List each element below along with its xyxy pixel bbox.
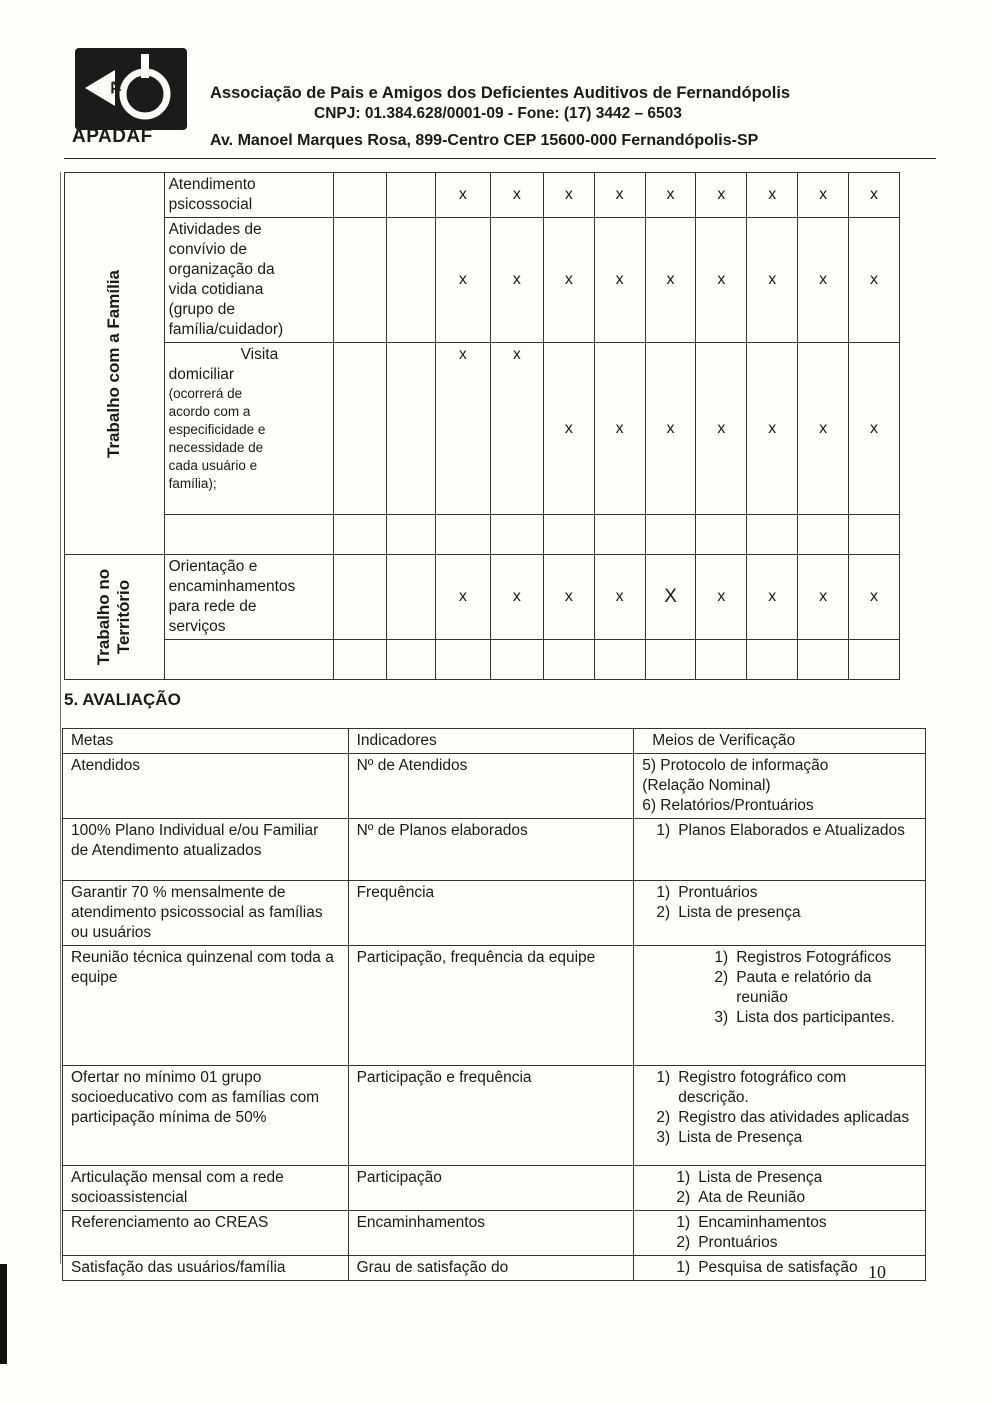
mark-cell: x <box>696 173 747 218</box>
mark-cell: x <box>747 218 798 343</box>
indicador-cell: Encaminhamentos <box>348 1211 634 1256</box>
schedule-row-empty <box>65 640 900 680</box>
mark-cell: x <box>798 173 849 218</box>
meta-cell: Reunião técnica quinzenal com toda a equipe <box>63 946 349 1066</box>
indicador-cell: Participação, frequência da equipe <box>348 946 634 1066</box>
mark-cell: x <box>594 173 645 218</box>
activity-line: encaminhamentos <box>168 578 296 595</box>
mark-cell: x <box>435 173 490 218</box>
section-title: 5. AVALIAÇÃO <box>64 690 181 709</box>
address: Av. Manoel Marques Rosa, 899-Centro CEP 15600-000 Fernandópolis-SP <box>210 132 759 149</box>
mark-cell: x <box>798 218 849 343</box>
group-familia-label: Trabalho com a Família <box>104 269 124 458</box>
activity-line: serviços <box>168 618 226 635</box>
activity-line: Orientação e <box>168 558 258 575</box>
evaluation-row <box>63 819 926 881</box>
meio-item: 1) Registros Fotográficos <box>714 949 892 966</box>
cnpj-phone: CNPJ: 01.384.628/0001-09 - Fone: (17) 3442 – 6503 <box>314 105 682 122</box>
schedule-row-empty <box>65 515 900 555</box>
activity-cell <box>164 173 334 218</box>
activity-line: (grupo de <box>168 301 235 318</box>
mark-cell: x <box>747 555 798 640</box>
indicador-cell: Grau de satisfação do <box>348 1256 634 1281</box>
activity-line: vida cotidiana <box>168 281 264 298</box>
meio-item: 3) Lista dos participantes. <box>714 1009 895 1026</box>
indicador-cell: Nº de Atendidos <box>348 754 634 819</box>
mark-cell: x <box>696 343 747 515</box>
schedule-row <box>65 343 900 515</box>
mark-cell: x <box>645 173 696 218</box>
mark-cell <box>387 173 436 218</box>
activity-small-line: cada usuário e <box>168 458 258 473</box>
schedule-row <box>65 555 900 640</box>
mark-cell: x <box>490 218 543 343</box>
evaluation-header-row <box>63 729 926 754</box>
activity-line: para rede de <box>168 598 257 615</box>
meio-item: 1) Pesquisa de satisfação <box>676 1259 858 1276</box>
meio-item: 2) Registro das atividades aplicadas <box>656 1109 910 1126</box>
schedule-row <box>65 173 900 218</box>
meios-cell <box>634 754 926 819</box>
activity-line: psicossocial <box>168 196 253 213</box>
meio-line: 6) Relatórios/Prontuários <box>642 797 814 814</box>
meio-item: 2) Prontuários <box>676 1234 778 1251</box>
evaluation-row <box>63 881 926 946</box>
mark-cell: x <box>747 343 798 515</box>
meio-item: 1) Lista de Presença <box>676 1169 823 1186</box>
mark-cell <box>387 218 436 343</box>
activity-small-line: (ocorrerá de <box>168 386 243 401</box>
mark-cell: x <box>798 555 849 640</box>
mark-cell <box>334 173 387 218</box>
activity-line: família/cuidador) <box>168 321 284 338</box>
mark-cell <box>334 343 387 515</box>
meio-line: 5) Protocolo de informação <box>642 757 829 774</box>
page-number: 10 <box>868 1262 886 1282</box>
mark-cell: x <box>645 218 696 343</box>
header-metas: Metas <box>63 729 349 754</box>
evaluation-row <box>63 1166 926 1211</box>
mark-cell: x <box>490 343 543 515</box>
mark-cell: x <box>594 555 645 640</box>
meta-cell: Ofertar no mínimo 01 grupo socioeducativo com as famílias com participação mínima de 50% <box>63 1066 349 1166</box>
activity-line: organização da <box>168 261 275 278</box>
evaluation-row <box>63 754 926 819</box>
mark-cell: x <box>435 343 490 515</box>
activity-line: domiciliar <box>168 366 235 383</box>
mark-cell: x <box>645 343 696 515</box>
mark-cell: x <box>435 218 490 343</box>
mark-cell: x <box>696 555 747 640</box>
meta-cell: Referenciamento ao CREAS <box>63 1211 349 1256</box>
logo-wordmark: APADAF <box>72 126 153 147</box>
svg-text:A: A <box>106 77 124 98</box>
mark-cell: x <box>747 173 798 218</box>
indicador-cell: Participação e frequência <box>348 1066 634 1166</box>
mark-cell: x <box>543 555 594 640</box>
apadaf-logo <box>75 48 187 130</box>
meios-cell <box>634 946 926 1066</box>
group-territorio-label <box>94 569 134 665</box>
group-territorio-line: Território <box>114 579 134 655</box>
org-name: Associação de Pais e Amigos dos Deficientes Auditivos de Fernandópolis <box>210 84 791 102</box>
page-margin-line <box>60 172 61 1264</box>
meio-item: 1) Encaminhamentos <box>676 1214 827 1231</box>
meta-cell: Atendidos <box>63 754 349 819</box>
evaluation-table <box>62 728 926 1281</box>
activity-cell <box>164 343 334 515</box>
mark-cell <box>334 555 387 640</box>
group-territorio-line: Trabalho no <box>94 568 114 666</box>
meio-item: 1) Planos Elaborados e Atualizados <box>656 822 905 839</box>
meio-item: 3) Lista de Presença <box>656 1129 803 1146</box>
meio-item: 2) Lista de presença <box>656 904 801 921</box>
mark-cell: X <box>645 555 696 640</box>
activity-small-line: especificidade e <box>168 422 266 437</box>
binding-edge <box>0 1264 7 1364</box>
schedule-row <box>65 218 900 343</box>
mark-cell: x <box>543 173 594 218</box>
evaluation-row <box>63 1256 926 1281</box>
activity-small-line: família); <box>168 476 217 491</box>
mark-cell: x <box>798 343 849 515</box>
meios-cell <box>634 1166 926 1211</box>
meta-cell: Articulação mensal com a rede socioassistencial <box>63 1166 349 1211</box>
mark-cell: x <box>849 173 900 218</box>
mark-cell: x <box>490 173 543 218</box>
mark-cell: x <box>849 218 900 343</box>
activity-title: Visita <box>240 346 279 363</box>
mark-cell <box>387 555 436 640</box>
activity-small-line: necessidade de <box>168 440 264 455</box>
meio-item: 1) Prontuários <box>656 884 758 901</box>
meio-item: 2) Pauta e relatório da reunião <box>714 969 872 1006</box>
meio-line: (Relação Nominal) <box>642 777 771 794</box>
mark-cell: x <box>543 343 594 515</box>
header-meios: Meios de Verificação <box>634 729 926 754</box>
mark-cell: x <box>594 343 645 515</box>
mark-cell: x <box>849 555 900 640</box>
indicador-cell: Frequência <box>348 881 634 946</box>
meios-cell <box>634 881 926 946</box>
header-divider <box>64 158 936 159</box>
activity-cell <box>164 555 334 640</box>
meio-item: 2) Ata de Reunião <box>676 1189 806 1206</box>
mark-cell: x <box>696 218 747 343</box>
meios-cell <box>634 1066 926 1166</box>
meios-cell <box>634 1211 926 1256</box>
mark-cell: x <box>849 343 900 515</box>
meta-cell: Garantir 70 % mensalmente de atendimento psicossocial as famílias ou usuários <box>63 881 349 946</box>
evaluation-row <box>63 946 926 1066</box>
activity-line: Atividades de <box>168 221 262 238</box>
activity-cell <box>164 218 334 343</box>
activity-line: convívio de <box>168 241 248 258</box>
meios-cell <box>634 819 926 881</box>
mark-cell: x <box>435 555 490 640</box>
mark-cell <box>334 218 387 343</box>
group-territorio-cell <box>65 555 165 680</box>
mark-cell: x <box>543 218 594 343</box>
mark-cell: x <box>594 218 645 343</box>
header-indicadores: Indicadores <box>348 729 634 754</box>
evaluation-row <box>63 1211 926 1256</box>
meta-cell: Satisfação das usuários/família <box>63 1256 349 1281</box>
indicador-cell: Nº de Planos elaborados <box>348 819 634 881</box>
indicador-cell: Participação <box>348 1166 634 1211</box>
meio-item: 1) Registro fotográfico com descrição. <box>656 1069 847 1106</box>
mark-cell <box>387 343 436 515</box>
group-familia-cell <box>65 173 165 555</box>
meta-cell: 100% Plano Individual e/ou Familiar de Atendimento atualizados <box>63 819 349 881</box>
schedule-table <box>64 172 900 680</box>
evaluation-row <box>63 1066 926 1166</box>
activity-line: Atendimento <box>168 176 256 193</box>
mark-cell: x <box>490 555 543 640</box>
activity-small-line: acordo com a <box>168 404 251 419</box>
